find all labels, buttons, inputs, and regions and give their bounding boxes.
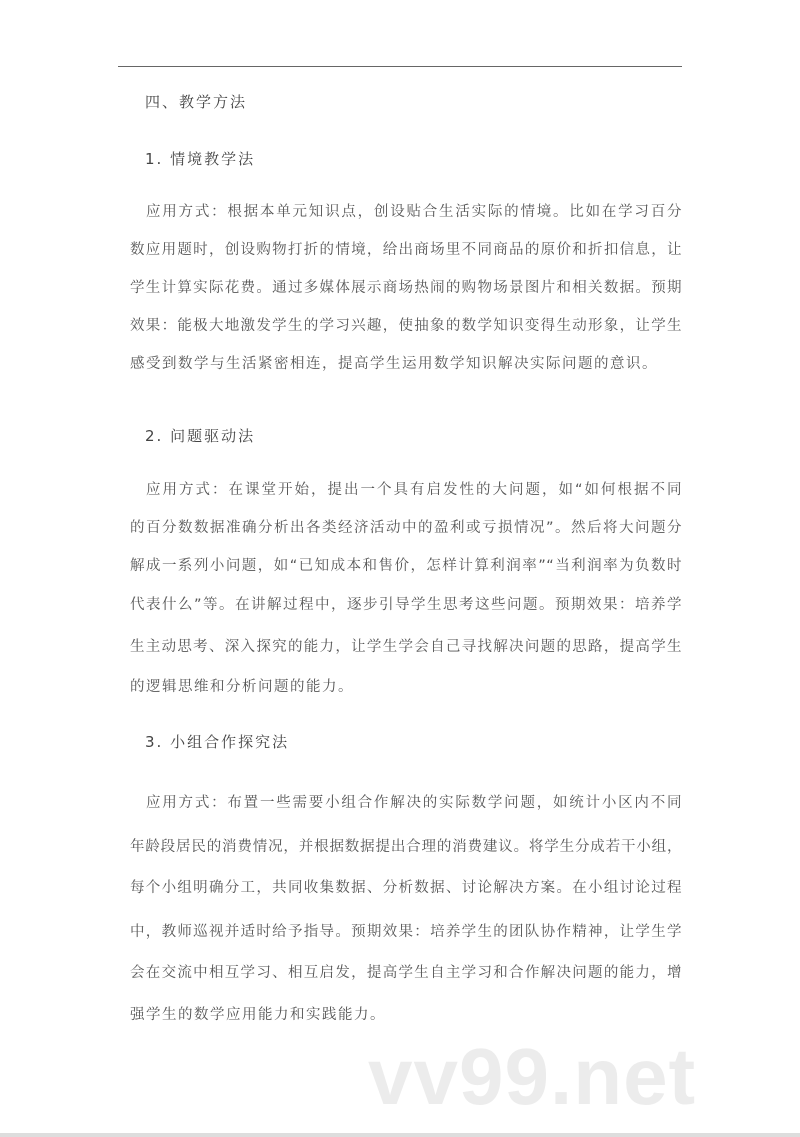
method-heading-1: 1. 情境教学法 <box>145 150 256 168</box>
watermark: vv99.net <box>368 1032 697 1121</box>
paragraph-line: 代表什么”等。在讲解过程中，逐步引导学生思考这些问题。预期效果：培养学 <box>130 597 682 613</box>
paragraph-line: 数应用题时，创设购物打折的情境，给出商场里不同商品的原价和折扣信息，让 <box>130 242 682 258</box>
paragraph-line: 的百分数数据准确分析出各类经济活动中的盈利或亏损情况”。然后将大问题分 <box>130 520 682 536</box>
method-heading-2: 2. 问题驱动法 <box>145 427 256 445</box>
paragraph-line: 学生计算实际花费。通过多媒体展示商场热闹的购物场景图片和相关数据。预期 <box>130 280 682 296</box>
paragraph-line: 每个小组明确分工，共同收集数据、分析数据、讨论解决方案。在小组讨论过程 <box>130 880 682 896</box>
paragraph-line: 中，教师巡视并适时给予指导。预期效果：培养学生的团队协作精神，让学生学 <box>130 924 682 940</box>
paragraph-line: 强学生的数学应用能力和实践能力。 <box>130 1007 386 1023</box>
page-bottom-edge <box>0 1133 800 1137</box>
paragraph-line: 生主动思考、深入探究的能力，让学生学会自己寻找解决问题的思路，提高学生 <box>130 639 682 655</box>
paragraph-line: 应用方式：布置一些需要小组合作解决的实际数学问题，如统计小区内不同 <box>146 795 682 811</box>
paragraph-line: 的逻辑思维和分析问题的能力。 <box>130 679 354 695</box>
paragraph-line: 年龄段居民的消费情况，并根据数据提出合理的消费建议。将学生分成若干小组， <box>130 839 682 855</box>
paragraph-line: 效果：能极大地激发学生的学习兴趣，使抽象的数学知识变得生动形象，让学生 <box>130 318 682 334</box>
paragraph-line: 会在交流中相互学习、相互启发，提高学生自主学习和合作解决问题的能力，增 <box>130 965 682 981</box>
paragraph-line: 应用方式：根据本单元知识点，创设贴合生活实际的情境。比如在学习百分 <box>146 204 682 220</box>
method-heading-3: 3. 小组合作探究法 <box>145 733 290 751</box>
paragraph-line: 感受到数学与生活紧密相连，提高学生运用数学知识解决实际问题的意识。 <box>130 356 658 372</box>
section-title: 四、教学方法 <box>145 93 248 111</box>
header-rule <box>118 66 682 67</box>
paragraph-line: 应用方式：在课堂开始，提出一个具有启发性的大问题，如“如何根据不同 <box>146 482 682 498</box>
paragraph-line: 解成一系列小问题，如“已知成本和售价，怎样计算利润率”“当利润率为负数时 <box>130 558 682 574</box>
